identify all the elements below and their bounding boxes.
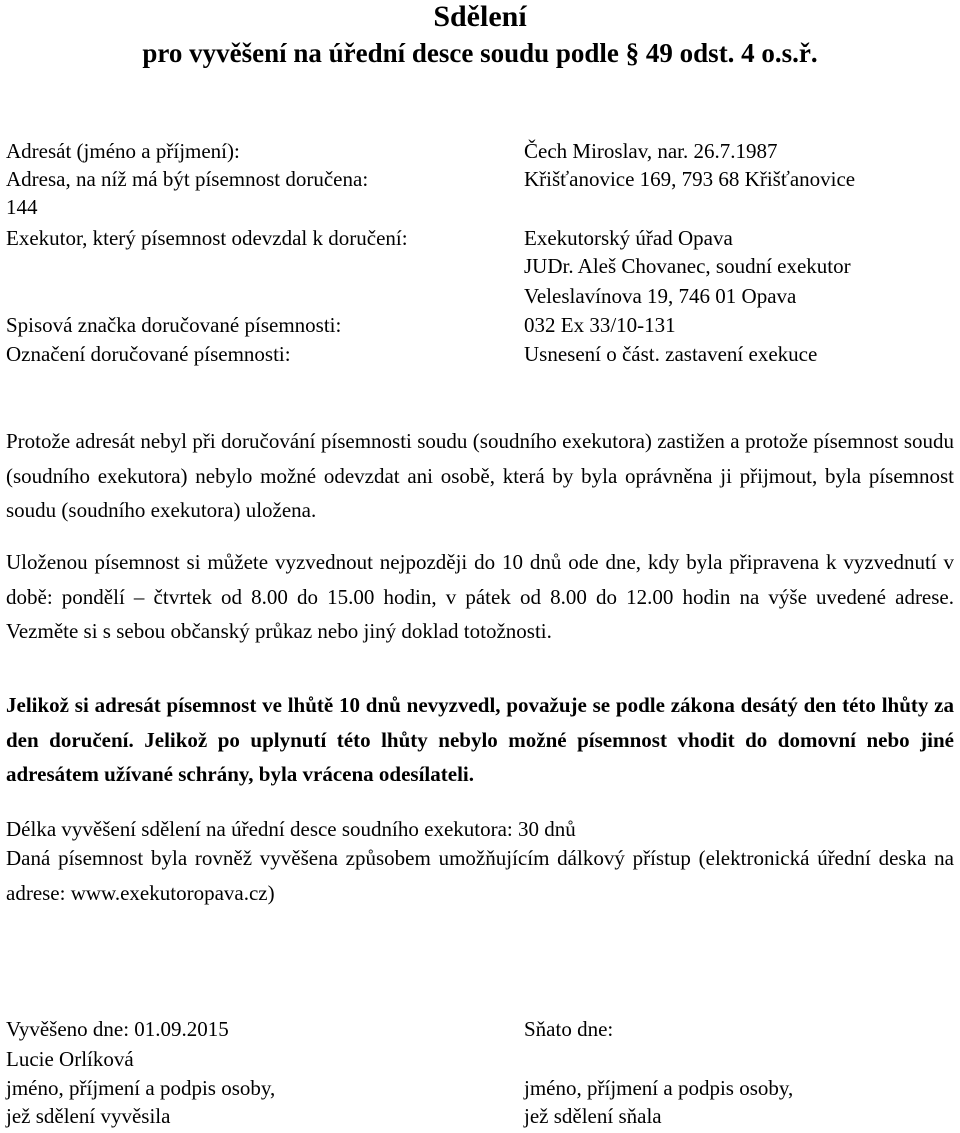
posted-date: Vyvěšeno dne: 01.09.2015 [6,1017,229,1041]
posted-by-caption: jméno, příjmení a podpis osoby, [6,1076,276,1100]
addressee-value: Čech Miroslav, nar. 26.7.1987 [524,139,778,163]
removed-date: Sňato dne: [524,1017,614,1041]
executor-office: Exekutorský úřad Opava [524,226,733,250]
paragraph-pickup-info: Uloženou písemnost si můžete vyzvednout nejpozději do 10 dnů ode dne, kdy byla připravena k vyzvednutí v době: pondělí – čtvrtek od 8.00 do 15.00 hodin, v pátek od 8.00 do 12.00 hodin na výše uvedené adrese. Vezměte si s sebou občanský průkaz nebo jiný doklad totožnosti. [6,550,954,643]
executor-label: Exekutor, který písemnost odevzdal k doručení: [6,226,408,250]
executor-name: JUDr. Aleš Chovanec, soudní exekutor [524,254,851,278]
document-title: Sdělení [433,0,527,33]
removed-by-caption: jméno, příjmení a podpis osoby, [524,1076,794,1100]
document-subtitle: pro vyvěšení na úřední desce soudu podle § 49 odst. 4 o.s.ř. [142,38,818,68]
electronic-board-note: Daná písemnost byla rovněž vyvěšena způsobem umožňujícím dálkový přístup (elektronická úřední deska na adrese: www.exekutoropava.cz) [6,846,954,905]
addressee-label: Adresát (jméno a příjmení): [6,139,240,163]
address-label: Adresa, na níž má být písemnost doručena: [6,167,369,191]
address-extra: 144 [6,195,38,219]
document-type-value: Usnesení o část. zastavení exekuce [524,342,818,366]
posted-by-name: Lucie Orlíková [6,1047,134,1071]
document-type-label: Označení doručované písemnosti: [6,342,291,366]
file-number-label: Spisová značka doručované písemnosti: [6,313,342,337]
executor-address: Veleslavínova 19, 746 01 Opava [524,284,797,308]
paragraph-returned: Jelikož si adresát písemnost ve lhůtě 10 dnů nevyzvedl, považuje se podle zákona desátý den této lhůty za den doručení. Jelikož po uplynutí této lhůty nebylo možné písemnost vhodit do domovní nebo jiné adresátem užívané schrány, byla vrácena odesílateli. [6,693,954,786]
paragraph-not-delivered: Protože adresát nebyl při doručování písemnosti soudu (soudního exekutora) zastižen a protože písemnost soudu (soudního exekutora) nebylo možné odevzdat ani osobě, která by byla oprávněna ji přijmout, byla písemnost soudu (soudního exekutora) uložena. [6,429,954,522]
file-number-value: 032 Ex 33/10-131 [524,313,676,337]
removed-by-caption-2: jež sdělení sňala [524,1104,662,1128]
posting-length: Délka vyvěšení sdělení na úřední desce soudního exekutora: 30 dnů [6,817,576,841]
posted-by-caption-2: jež sdělení vyvěsila [6,1104,171,1128]
address-value: Křišťanovice 169, 793 68 Křišťanovice [524,167,856,191]
